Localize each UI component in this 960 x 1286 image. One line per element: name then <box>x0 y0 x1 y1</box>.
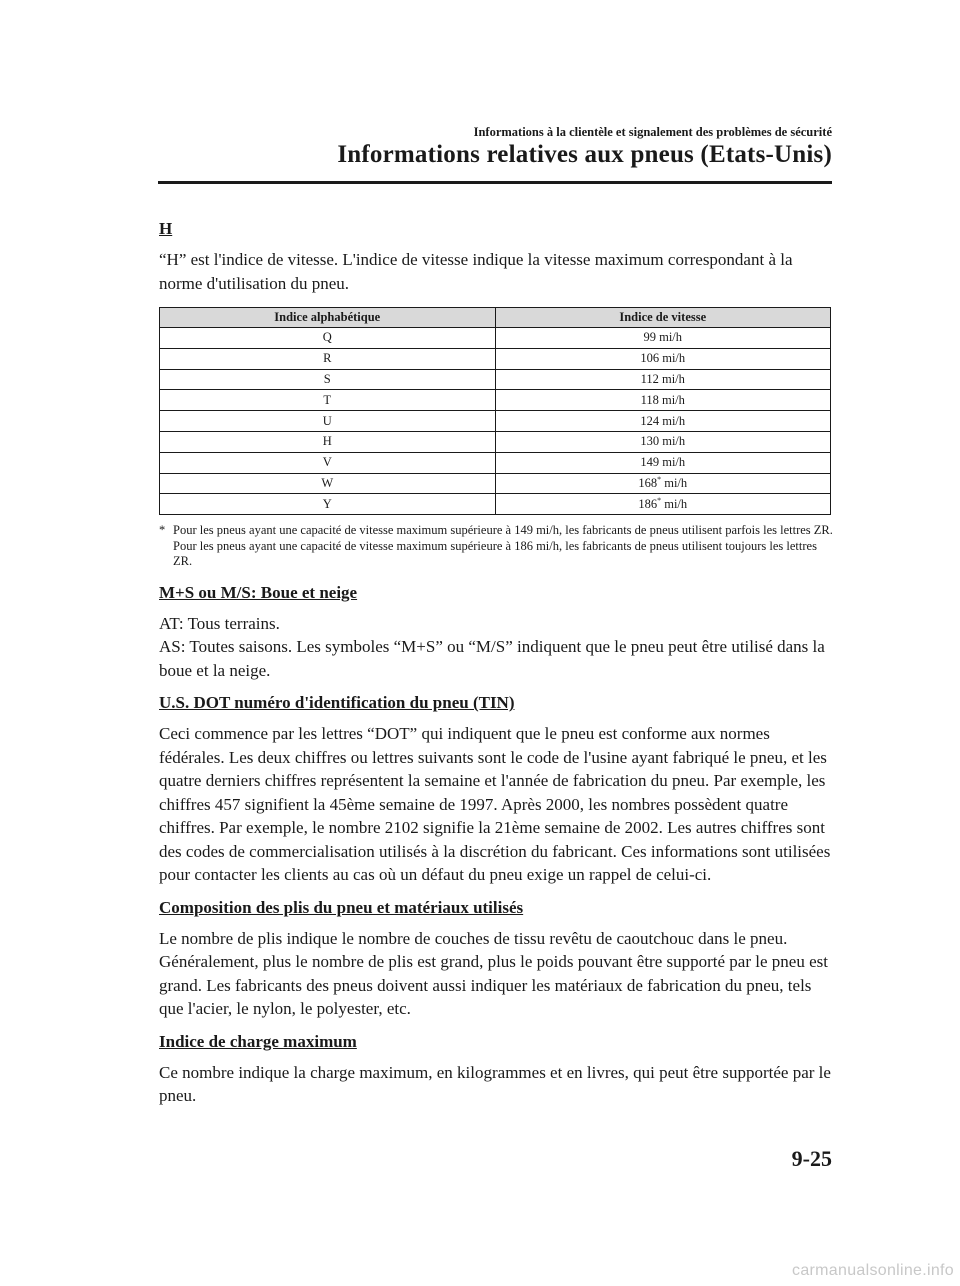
dot-heading: U.S. DOT numéro d'identification du pneu (TIN) <box>159 693 515 713</box>
table-row <box>160 494 831 515</box>
rating-letter: Q <box>160 328 496 349</box>
watermark: carmanualsonline.info <box>792 1262 954 1279</box>
rating-speed <box>495 473 831 494</box>
table-header-row <box>160 308 831 328</box>
speed-rating-table <box>159 307 831 515</box>
table-row <box>160 348 831 369</box>
page-number: 9-25 <box>791 1146 832 1171</box>
rating-letter: R <box>160 348 496 369</box>
mud-snow-all-season: AS: Toutes saisons. Les symboles “M+S” ou “M/S” indiquent que le pneu peut être utilisé dans la boue et la neige. <box>159 637 825 680</box>
footnote-mark: * <box>159 523 166 538</box>
table-row <box>160 328 831 349</box>
speed-unit: mi/h <box>661 476 688 491</box>
rating-speed: 130 mi/h <box>495 431 831 452</box>
speed-description: “H” est l'indice de vitesse. L'indice de vitesse indique la vitesse maximum correspondant à la norme d'utilisation du pneu. <box>159 250 793 293</box>
rating-speed: 149 mi/h <box>495 452 831 473</box>
rating-letter: T <box>160 390 496 411</box>
table-footnote <box>159 523 833 570</box>
table-row <box>160 452 831 473</box>
table-row <box>160 473 831 494</box>
load-heading: Indice de charge maximum <box>159 1031 357 1051</box>
table-row <box>160 390 831 411</box>
footnote-marker: * <box>657 496 662 506</box>
speed-value: 168 <box>638 476 658 491</box>
rating-speed: 124 mi/h <box>495 411 831 432</box>
rating-speed <box>495 494 831 515</box>
load-description: Ce nombre indique la charge maximum, en kilogrammes et en livres, qui peut être supportée par le pneu. <box>159 1062 831 1106</box>
rating-letter: H <box>160 431 496 452</box>
table-row <box>160 431 831 452</box>
mud-snow-heading: M+S ou M/S: Boue et neige <box>159 582 358 602</box>
column-header-speed: Indice de vitesse <box>495 308 831 328</box>
speed-unit: mi/h <box>661 497 688 512</box>
rating-speed: 99 mi/h <box>495 328 831 349</box>
rating-speed: 106 mi/h <box>495 348 831 369</box>
rating-letter: Y <box>160 494 496 515</box>
section-subtitle: Informations à la clientèle et signalement des problèmes de sécurité <box>473 125 832 139</box>
table-row <box>160 411 831 432</box>
dot-description: Ceci commence par les lettres “DOT” qui indiquent que le pneu est conforme aux normes fédérales. Les deux chiffres ou lettres suivants sont le code de l'usine ayant fabriqué le pneu, et les quatre derniers chiffres représentent la semaine et l'année de fabrication du pneu. Par exemple, les chiffres 457 signifient la 45ème semaine de 1997. Après 2000, les nombres possèdent quatre chiffres. Par exemple, le nombre 2102 signifie la 21ème semaine de 2002. Les autres chiffres sont des codes de commercialisation utilisés à la discrétion du fabricant. Ces informations sont utilisées pour contacter les clients au cas où un défaut du pneu exige un rappel de celui-ci. <box>159 724 831 885</box>
rating-letter: U <box>160 411 496 432</box>
footnote-marker: * <box>657 475 662 485</box>
speed-heading: H <box>159 219 173 238</box>
footnote-text: Pour les pneus ayant une capacité de vitesse maximum supérieure à 149 mi/h, les fabricants de pneus utilisent parfois les lettres ZR. Pour les pneus ayant une capacité de vitesse maximum supérieure à 186 mi/h, les fabricants de pneus utilisent toujours les lettres ZR. <box>173 523 833 569</box>
rating-letter: S <box>160 369 496 390</box>
column-header-letter: Indice alphabétique <box>160 308 496 328</box>
rating-speed: 118 mi/h <box>495 390 831 411</box>
mud-snow-all-terrain: AT: Tous terrains. <box>159 613 280 633</box>
page-content <box>159 218 833 1108</box>
plies-description: Le nombre de plis indique le nombre de couches de tissu revêtu de caoutchouc dans le pneu. Généralement, plus le nombre de plis est grand, plus le poids pouvant être supporté par le pneu est grand. Les fabricants des pneus doivent aussi indiquer les matériaux de fabrication du pneu, tels que l'acier, le nylon, le polyester, etc. <box>159 928 828 1019</box>
plies-heading: Composition des plis du pneu et matériaux utilisés <box>159 897 524 917</box>
page-title: Informations relatives aux pneus (Etats-Unis) <box>337 141 832 168</box>
header-divider <box>158 181 832 184</box>
speed-value: 186 <box>638 497 658 512</box>
rating-letter: W <box>160 473 496 494</box>
rating-speed: 112 mi/h <box>495 369 831 390</box>
rating-letter: V <box>160 452 496 473</box>
table-row <box>160 369 831 390</box>
